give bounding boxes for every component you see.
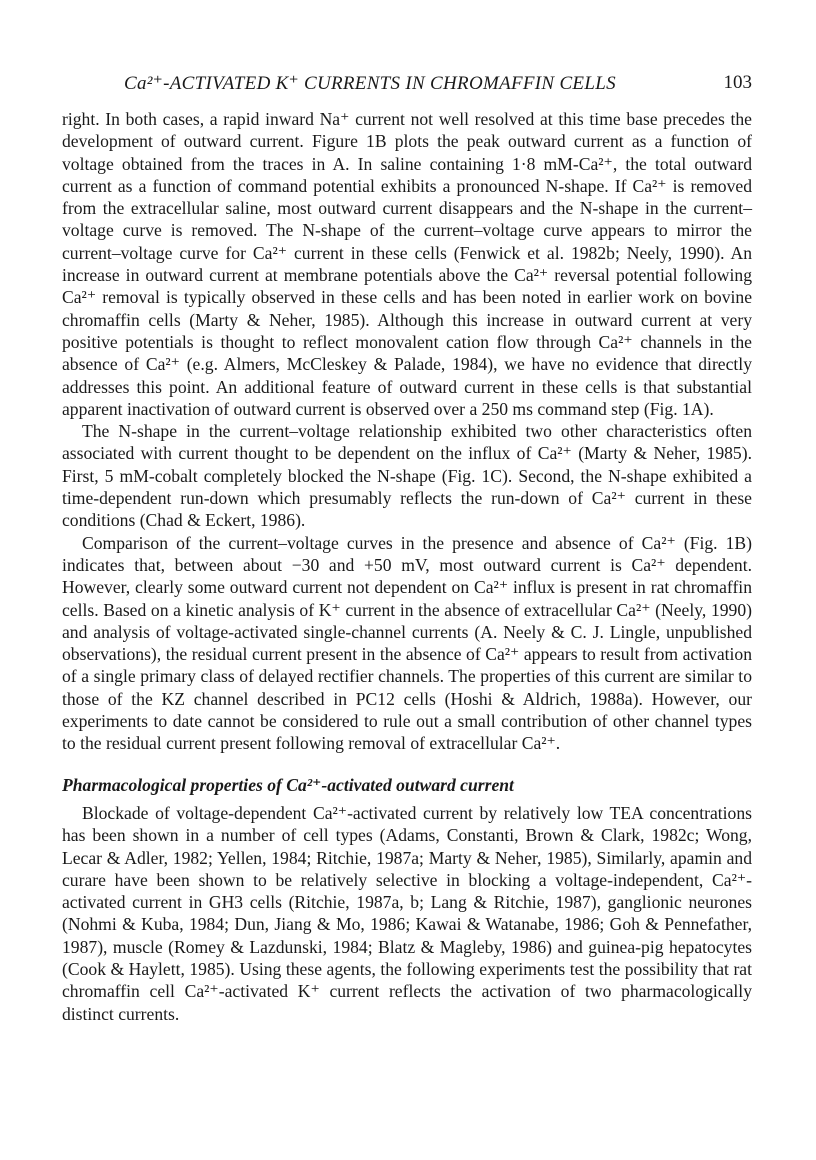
page-number: 103: [723, 72, 752, 93]
paragraph-2: The N-shape in the current–voltage relationship exhibited two other characteristics often associated with current thought to be dependent on the influx of Ca²⁺ (Marty & Neher, 1985). First, 5 mM-cobalt completely blocked the N-shape (Fig. 1C). Second, the N-shape exhibited a time-dependent run-down which presumably reflects the run-down of Ca²⁺ current in these conditions (Chad & Eckert, 1986).: [62, 421, 752, 531]
page-header: [62, 72, 752, 98]
running-head: Ca²⁺-ACTIVATED K⁺ CURRENTS IN CHROMAFFIN CELLS: [124, 73, 616, 94]
paragraph-3: Comparison of the current–voltage curves in the presence and absence of Ca²⁺ (Fig. 1B) indicates that, between about −30 and +50 mV, most outward current is Ca²⁺ dependent. However, clearly some outward current not dependent on Ca²⁺ influx is present in rat chromaffin cells. Based on a kinetic analysis of K⁺ current in the absence of extracellular Ca²⁺ (Neely, 1990) and analysis of voltage-activated single-channel currents (A. Neely & C. J. Lingle, unpublished observations), the residual current present in the absence of Ca²⁺ appears to result from activation of a single primary class of delayed rectifier channels. The properties of this current are similar to those of the KZ channel described in PC12 cells (Hoshi & Aldrich, 1988a). However, our experiments to date cannot be considered to rule out a small contribution of other channel types to the residual current present following removal of extracellular Ca²⁺.: [62, 532, 752, 754]
paragraph-4: Blockade of voltage-dependent Ca²⁺-activated current by relatively low TEA concentrations has been shown in a number of cell types (Adams, Constanti, Brown & Clark, 1982c; Wong, Lecar & Adler, 1982; Yellen, 1984; Ritchie, 1987a; Marty & Neher, 1985), Similarly, apamin and curare have been shown to be relatively selective in blocking a voltage-independent, Ca²⁺-activated current in GH3 cells (Ritchie, 1987a, b; Lang & Ritchie, 1987), ganglionic neurones (Nohmi & Kuba, 1984; Dun, Jiang & Mo, 1986; Kawai & Watanabe, 1986; Goh & Pennefather, 1987), muscle (Romey & Lazdunski, 1984; Blatz & Magleby, 1986) and guinea-pig hepatocytes (Cook & Haylett, 1985). Using these agents, the following experiments test the possibility that rat chromaffin cell Ca²⁺-activated K⁺ current reflects the activation of two pharmacologically distinct currents.: [62, 802, 752, 1024]
section-heading: Pharmacological properties of Ca²⁺-activated outward current: [62, 774, 514, 795]
paragraph-1: right. In both cases, a rapid inward Na⁺ current not well resolved at this time base precedes the development of outward current. Figure 1B plots the peak outward current as a function of voltage obtained from the traces in A. In saline containing 1·8 mM-Ca²⁺, the total outward current as a function of command potential exhibits a pronounced N-shape. If Ca²⁺ is removed from the extracellular saline, most outward current disappears and the N-shape in the current–voltage curve is removed. The N-shape of the current–voltage curve appears to mirror the current–voltage curve for Ca²⁺ current in these cells (Fenwick et al. 1982b; Neely, 1990). An increase in outward current at membrane potentials above the Ca²⁺ reversal potential following Ca²⁺ removal is typically observed in these cells and has been noted in earlier work on bovine chromaffin cells (Marty & Neher, 1985). Although this increase in outward current at very positive potentials is thought to reflect monovalent cation flow through Ca²⁺ channels in the absence of Ca²⁺ (e.g. Almers, McCleskey & Palade, 1984), we have no evidence that directly addresses this point. An additional feature of outward current in these cells is that substantial apparent inactivation of outward current is observed over a 250 ms command step (Fig. 1A).: [62, 109, 752, 419]
page-body: [62, 108, 752, 1025]
